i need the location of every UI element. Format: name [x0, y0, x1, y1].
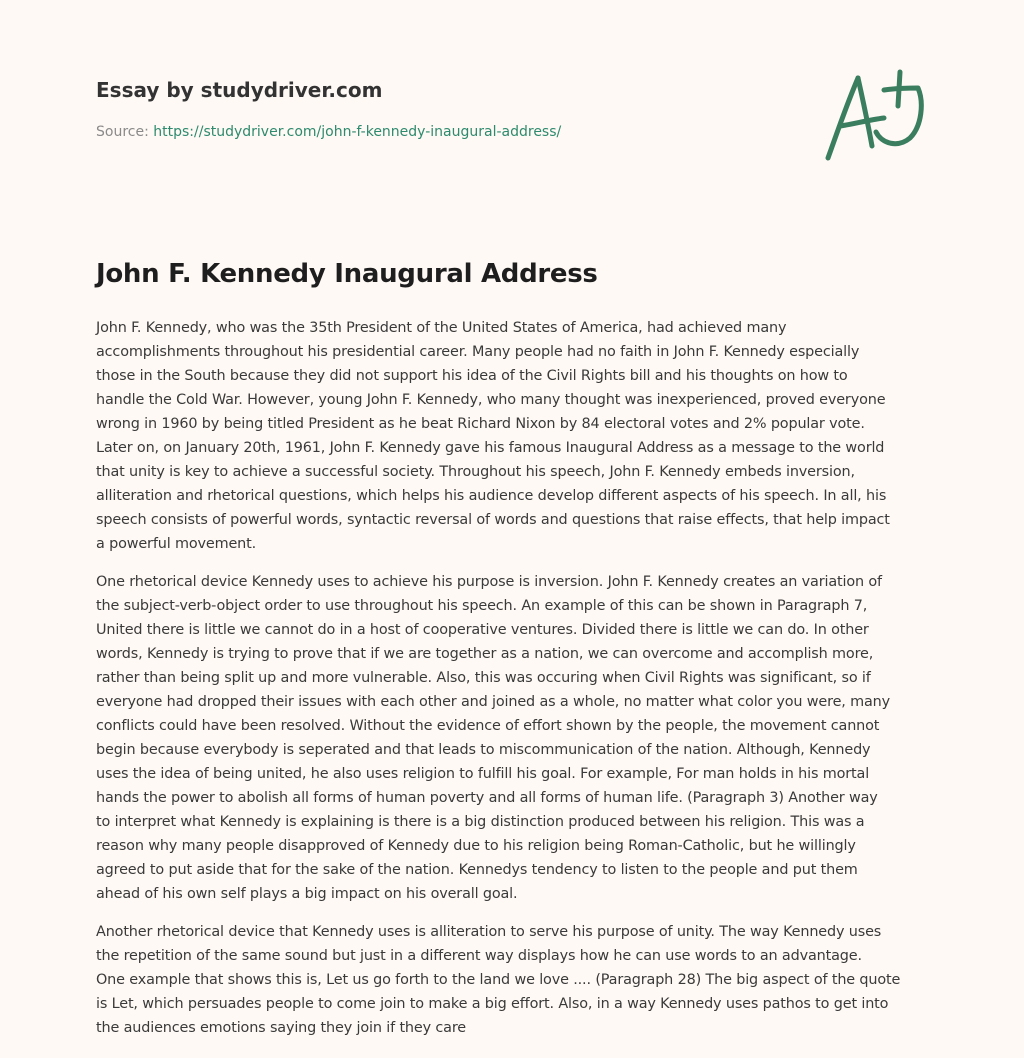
text-line: to interpret what Kennedy is explaining is there is a big distinction produced between his religion. This was a [96, 814, 865, 830]
text-line: One rhetorical device Kennedy uses to achieve his purpose is inversion. John F. Kennedy creates an variation of [96, 574, 882, 590]
site-title: Essay by studydriver.com [96, 78, 383, 102]
text-line: Another rhetorical device that Kennedy uses is alliteration to serve his purpose of unity. The way Kennedy uses [96, 924, 882, 940]
text-line: those in the South because they did not support his idea of the Civil Rights bill and his thoughts on how to [96, 368, 848, 384]
text-line: United there is little we cannot do in a host of cooperative ventures. Divided there is little we can do. In other [96, 622, 869, 638]
text-line: words, Kennedy is trying to prove that if we are together as a nation, we can overcome and accomplish more, [96, 646, 874, 662]
text-line: alliteration and rhetorical questions, which helps his audience develop different aspects of his speech. In all, his [96, 488, 887, 504]
source-label: Source: [96, 124, 154, 140]
text-line: reason why many people disapproved of Kennedy due to his religion being Roman-Catholic, but he willingly [96, 838, 856, 854]
text-line: everyone had dropped their issues with each other and joined as a whole, no matter what color you were, many [96, 694, 890, 710]
text-line: hands the power to abolish all forms of human poverty and all forms of human life. (Paragraph 3) Another way [96, 790, 878, 806]
paragraph-3 [96, 920, 936, 1040]
text-line: is Let, which persuades people to come join to make a big effort. Also, in a way Kennedy uses pathos to get into [96, 996, 889, 1012]
text-line: wrong in 1960 by being titled President as he beat Richard Nixon by 84 electoral votes and 2% popular vote. [96, 416, 865, 432]
essay-header [96, 76, 796, 142]
paragraph-2 [96, 570, 936, 906]
document-title: John F. Kennedy Inaugural Address [96, 259, 598, 289]
text-line: uses the idea of being united, he also uses religion to fulfill his goal. For example, For man holds in his mortal [96, 766, 870, 782]
essay-body [96, 316, 936, 1054]
paragraph-1 [96, 316, 936, 556]
text-line: John F. Kennedy, who was the 35th President of the United States of America, had achieved many [96, 320, 787, 336]
text-line: speech consists of powerful words, syntactic reversal of words and questions that raise effects, that help impact [96, 512, 890, 528]
text-line: that unity is key to achieve a successful society. Throughout his speech, John F. Kennedy embeds inversion, [96, 464, 855, 480]
text-line: ahead of his own self plays a big impact on his overall goal. [96, 886, 518, 902]
text-line: begin because everybody is seperated and that leads to miscommunication of the nation. Although, Kennedy [96, 742, 871, 758]
text-line: rather than being split up and more vulnerable. Also, this was occuring when Civil Rights was significant, so if [96, 670, 871, 686]
text-line: the repetition of the same sound but just in a different way displays how he can use words to an advantage. [96, 948, 862, 964]
text-line: the audiences emotions saying they join if they care [96, 1020, 466, 1036]
text-line: conflicts could have been resolved. Without the evidence of effort shown by the people, the movement cannot [96, 718, 880, 734]
text-line: accomplishments throughout his presidential career. Many people had no faith in John F. Kennedy especially [96, 344, 860, 360]
a-plus-grade-icon [818, 66, 930, 166]
text-line: One example that shows this is, Let us go forth to the land we love .... (Paragraph 28) The big aspect of the quote [96, 972, 901, 988]
text-line: a powerful movement. [96, 536, 257, 552]
text-line: Later on, on January 20th, 1961, John F. Kennedy gave his famous Inaugural Address as a message to the world [96, 440, 885, 456]
text-line: the subject-verb-object order to use throughout his speech. An example of this can be shown in Paragraph 7, [96, 598, 868, 614]
source-line [96, 122, 796, 142]
text-line: handle the Cold War. However, young John F. Kennedy, who many thought was inexperienced, proved everyone [96, 392, 886, 408]
text-line: agreed to put aside that for the sake of the nation. Kennedys tendency to listen to the people and put them [96, 862, 858, 878]
source-link[interactable]: https://studydriver.com/john-f-kennedy-inaugural-address/ [153, 124, 562, 140]
